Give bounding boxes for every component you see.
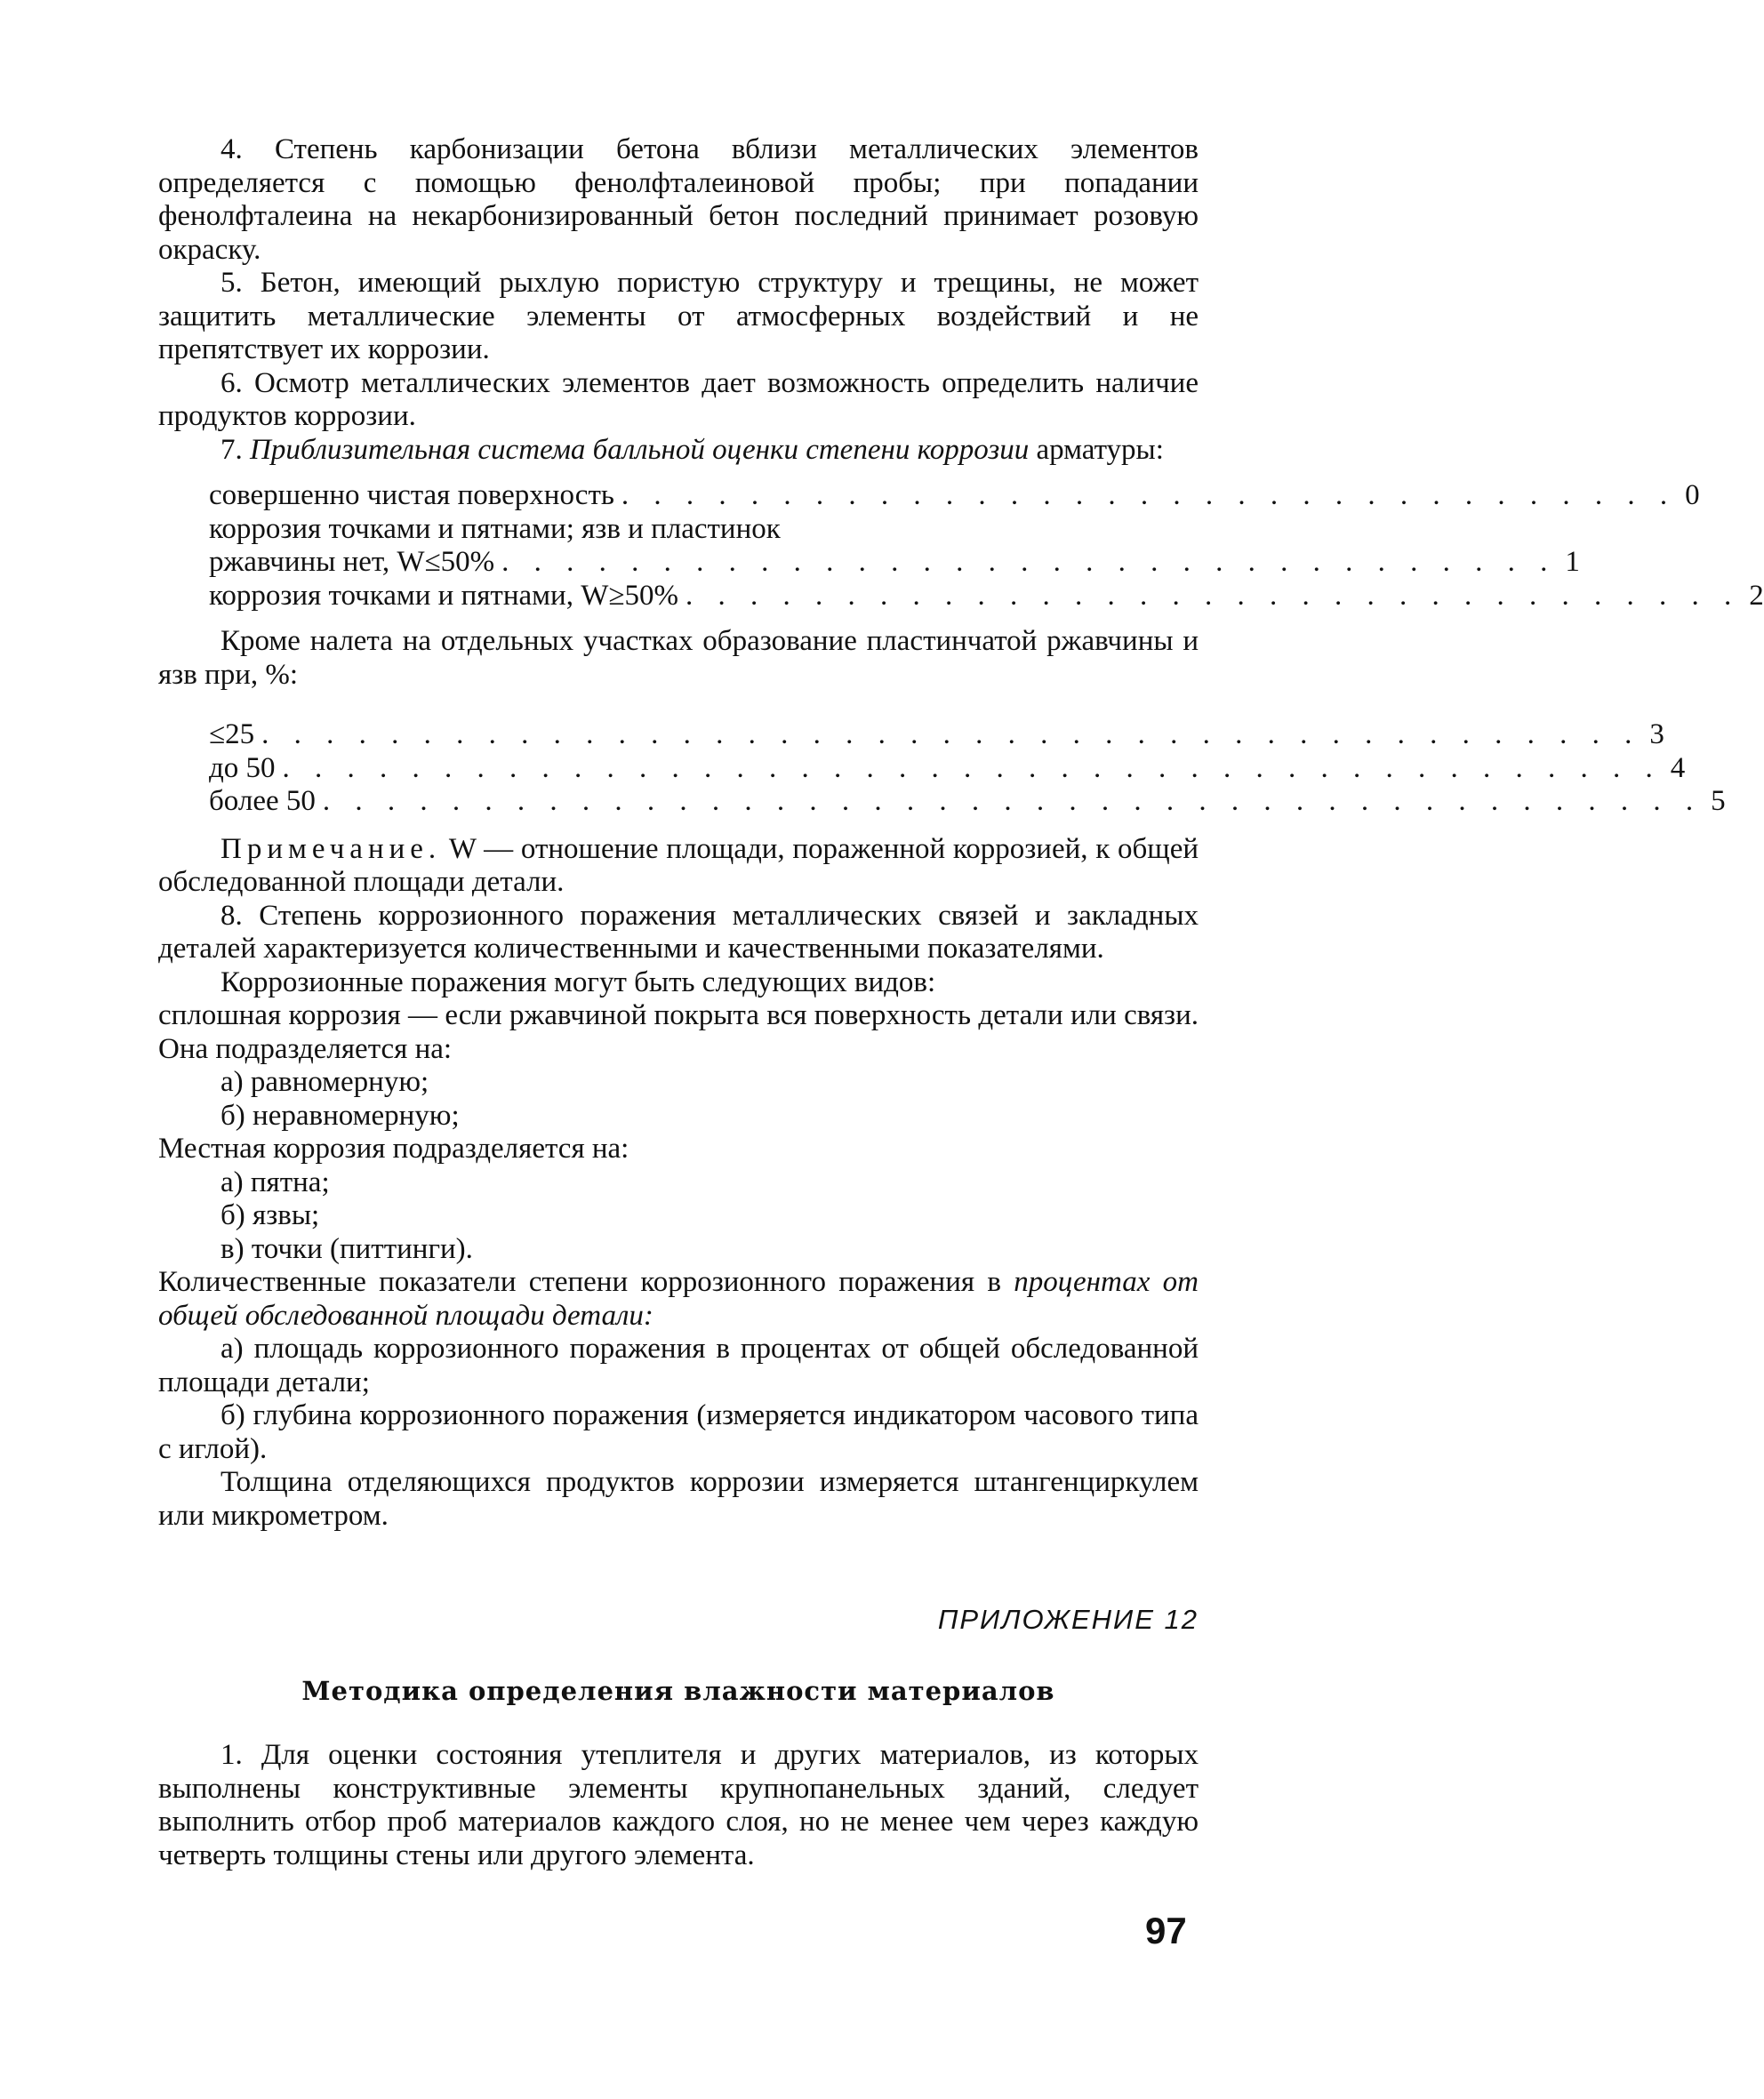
note-text: W — отношение площади, пораженной коррозией, к общей обследованной площади детали. xyxy=(158,832,1199,898)
scale-row-4 xyxy=(158,751,1686,786)
list-item-local-b: б) язвы; xyxy=(220,1199,320,1231)
scale-row-value: 3 xyxy=(1649,718,1664,750)
scale-row-label: ≤25 xyxy=(209,718,255,750)
scale-row-value: 5 xyxy=(1711,785,1726,817)
page-number: 97 xyxy=(1145,1910,1187,1951)
scale-row-value: 0 xyxy=(1685,479,1700,511)
scale-row-label: до 50 xyxy=(209,751,276,784)
list-item-local-a: а) пятна; xyxy=(220,1166,330,1198)
paragraph-quantitative xyxy=(158,1266,1199,1333)
paragraph-item-6: 6. Осмотр металлических элементов дает возможность определить наличие продуктов коррозии. xyxy=(158,366,1199,432)
scale-row-0 xyxy=(158,479,1700,513)
item-7-italic-text: Приблизительная система балльной оценки степени коррозии xyxy=(250,433,1030,466)
scale-row-value: 4 xyxy=(1670,751,1686,784)
leader-dots: . . . . . . . . . . . . . . . . . . . . . . . . . . . . . . . . . . . . . . . . . . . xyxy=(261,718,1641,750)
leader-dots: . . . . . . . . . . . . . . . . . . . . . . . . . . . . . . . . . xyxy=(501,546,1557,578)
list-item-local-c: в) точки (питтинги). xyxy=(220,1232,473,1265)
item-7-tail: арматуры: xyxy=(1036,433,1164,466)
paragraph-item-7 xyxy=(158,434,1199,468)
scale-row-1 xyxy=(158,546,1580,580)
scale-row-label: коррозия точками и пятнами, W≥50% xyxy=(209,579,678,612)
paragraph-item-4: 4. Степень карбонизации бетона вблизи металлических элементов определяется с помощью фенолфталеиновой пробы; при попадании фенолфталеина на некарбонизированный бетон последний принимает розовую окраску. xyxy=(158,133,1199,266)
list-item-solid-b: б) неравномерную; xyxy=(220,1099,460,1132)
scale-row-label: совершенно чистая поверхность xyxy=(209,479,614,511)
paragraph-item-8: 8. Степень коррозионного поражения металлических связей и закладных деталей характеризуется количественными и качественными показателями. xyxy=(158,899,1199,965)
appendix-title: ПРИЛОЖЕНИЕ 12 xyxy=(937,1604,1199,1635)
scale-row-1-line-1: коррозия точками и пятнами; язв и пластинок xyxy=(209,512,781,545)
scale-row-3 xyxy=(158,718,1664,752)
scale-row-label: ржавчины нет, W≤50% xyxy=(209,546,495,578)
paragraph-local-corrosion: Местная коррозия подразделяется на: xyxy=(158,1133,629,1165)
paragraph-method-item-1: 1. Для оценки состояния утеплителя и других материалов, из которых выполнены конструктивные элементы крупнопанельных зданий, следует выполнить отбор проб материалов каждого слоя, но не менее чем через каждую четверть толщины стены или другого элемента. xyxy=(158,1739,1199,1871)
list-item-quant-a: а) площадь коррозионного поражения в процентах от общей обследованной площади детали; xyxy=(158,1333,1199,1398)
paragraph-solid-corrosion: сплошная коррозия — если ржавчиной покрыта вся поверхность детали или связи. Она подразделяется на: xyxy=(158,999,1199,1065)
text-column xyxy=(158,133,1764,1872)
paragraph-types-intro: Коррозионные поражения могут быть следующих видов: xyxy=(220,965,936,998)
scale-row-2 xyxy=(158,579,1764,613)
quantitative-italic: процентах от общей обследованной площади детали: xyxy=(158,1266,1199,1332)
item-7-number: 7. xyxy=(220,433,243,466)
note-label: Примечание. xyxy=(220,832,442,865)
list-item-solid-a: а) равномерную; xyxy=(220,1066,429,1098)
scale-row-label: более 50 xyxy=(209,785,316,817)
note xyxy=(158,833,1199,900)
scale-row-5 xyxy=(158,785,1726,819)
quantitative-plain: Количественные показатели степени коррозионного поражения в xyxy=(158,1266,1001,1298)
leader-dots: . . . . . . . . . . . . . . . . . . . . . . . . . . . . . . . . . xyxy=(685,579,1741,612)
paragraph-thickness: Толщина отделяющихся продуктов коррозии измеряется штангенциркулем или микрометром. xyxy=(158,1466,1199,1532)
section-heading: Методика определения влажности материалов xyxy=(301,1676,1055,1706)
paragraph-item-5: 5. Бетон, имеющий рыхлую пористую структуру и трещины, не может защитить металлические элементы от атмосферных воздействий и не препятствует их коррозии. xyxy=(158,267,1199,365)
leader-dots: . . . . . . . . . . . . . . . . . . . . . . . . . . . . . . . . . xyxy=(621,479,1677,511)
paragraph-besides: Кроме налета на отдельных участках образование пластинчатой ржавчины и язв при, %: xyxy=(158,625,1199,691)
scale-row-value: 1 xyxy=(1565,546,1580,578)
list-item-quant-b: б) глубина коррозионного поражения (измеряется индикатором часового типа с иглой). xyxy=(158,1399,1199,1465)
leader-dots: . . . . . . . . . . . . . . . . . . . . . . . . . . . . . . . . . . . . . . . . . . . xyxy=(282,751,1662,784)
scale-row-value: 2 xyxy=(1749,579,1764,612)
leader-dots: . . . . . . . . . . . . . . . . . . . . . . . . . . . . . . . . . . . . . . . . . . . xyxy=(322,785,1703,817)
